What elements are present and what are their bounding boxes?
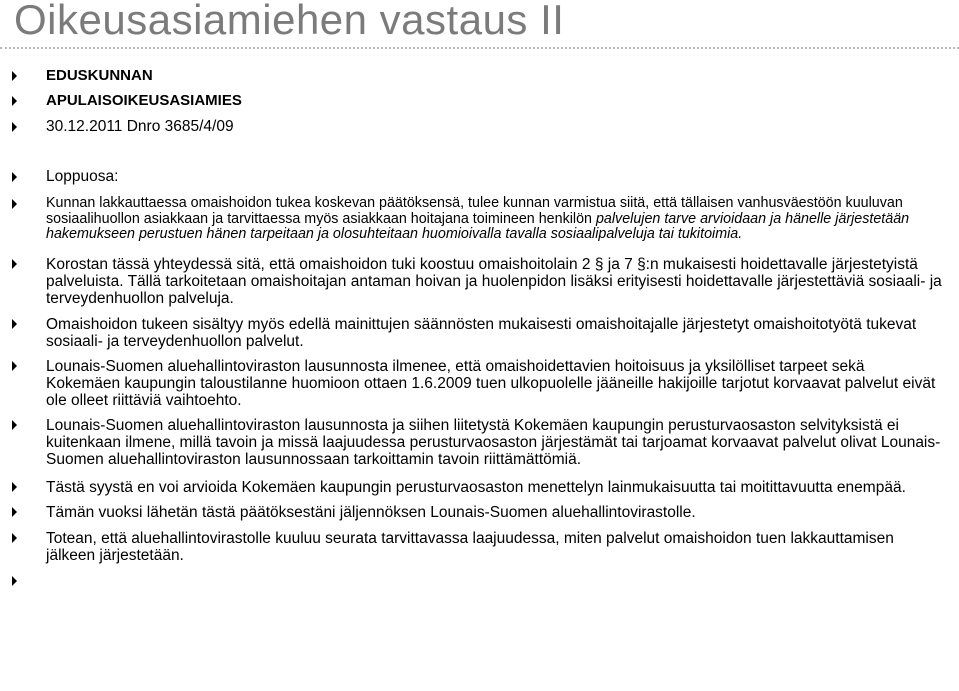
bullet-arrow-icon: [12, 122, 17, 132]
list-item-text: [46, 196, 942, 243]
bullet-arrow-icon: [12, 482, 17, 492]
list-item-text-italic: palvelujen tarve arvioidaan ja hänelle järjestetään hakemukseen perustuen hänen tarpeitaan ja olosuhteitaan huomioivalla tavalla sosiaalipalveluja tai tukitoimia.: [46, 210, 910, 242]
slide-title: Oikeusasiamiehen vastaus II: [14, 0, 565, 43]
title-divider: [0, 47, 959, 49]
list-item-text: Loppuosa:: [46, 168, 119, 185]
list-item-text: EDUSKUNNAN: [46, 67, 153, 84]
bullet-arrow-icon: [12, 319, 17, 329]
list-item-text: Korostan tässä yhteydessä sitä, että omaishoidon tuki koostuu omaishoitolain 2 § ja 7 §:n mukaisesti hoidettavalle järjestetyistä palveluista. Tällä tarkoitetaan omaishoitajan antaman hoivan ja huolenpidon lisäksi erityisesti hoidettavalle järjestettäviä sosiaali- ja terveydenhuollon palveluja.: [46, 256, 942, 307]
list-item-text: Tästä syystä en voi arvioida Kokemäen kaupungin perusturvaosaston menettelyn lainmukaisuutta tai moitittavuutta enempää.: [46, 479, 906, 496]
list-item-text: 30.12.2011 Dnro 3685/4/09: [46, 118, 234, 135]
bullet-arrow-icon: [12, 420, 17, 430]
bullet-arrow-icon: [12, 533, 17, 543]
list-item-text: Omaishoidon tukeen sisältyy myös edellä mainittujen säännösten mukaisesti omaishoitajalle järjestetyt omaishoitotyötä tukevat sosiaali- ja terveydenhuollon palvelut.: [46, 316, 917, 350]
list-item-text: Tämän vuoksi lähetän tästä päätöksestäni jäljennöksen Lounais-Suomen aluehallintovirastolle.: [46, 504, 696, 521]
list-item-text: Lounais-Suomen aluehallintoviraston lausunnosta ja siihen liitetystä Kokemäen kaupungin perusturvaosaston selvityksistä ei kuitenkaan ilmene, millä tavoin ja missä laajuudessa perusturvaosaston järjestämät tai tarjoamat korvaavat palvelut olivat Lounais-Suomen aluehallintoviraston lausunnossaan tarkoittamin tavoin riittämättömiä.: [46, 417, 941, 468]
bullet-arrow-icon: [12, 199, 17, 209]
bullet-arrow-icon: [12, 507, 17, 517]
bullet-arrow-icon: [12, 71, 17, 81]
bullet-arrow-icon: [12, 172, 17, 182]
bullet-arrow-icon: [12, 361, 17, 371]
bullet-arrow-icon: [12, 259, 17, 269]
list-item-text: Totean, että aluehallintovirastolle kuuluu seurata tarvittavassa laajuudessa, miten palvelut omaishoidon tuen lakkauttamisen jälkeen järjestetään.: [46, 530, 894, 564]
list-item-text: Lounais-Suomen aluehallintoviraston lausunnosta ilmenee, että omaishoidettavien hoitoisuus ja yksilölliset tarpeet sekä Kokemäen kaupungin taloustilanne huomioon ottaen 1.6.2009 tuen ulkopuolelle jääneille hakijoille tarjotut korvaavat palvelut eivät ole olleet riittäviä vaihtoehto.: [46, 358, 936, 409]
list-item-text-regular: Kunnan lakkauttaessa omaishoidon tukea koskevan päätöksensä, tulee kunnan varmistua siitä, että tällaisen vanhusväestöön kuuluvan sosiaalihuollon asiakkaan ja tarvittaessa myös asiakkaan hoitajana toimineen henkilön: [46, 195, 903, 227]
bullet-arrow-icon: [12, 576, 17, 586]
list-item-text: APULAISOIKEUSASIAMIES: [46, 92, 242, 109]
bullet-arrow-icon: [12, 96, 17, 106]
